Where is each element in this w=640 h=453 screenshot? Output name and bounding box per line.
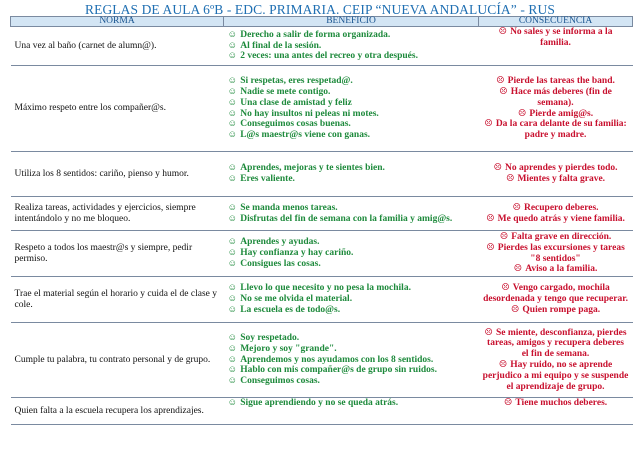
consecuencia-item: ☹ Falta grave en dirección. — [483, 232, 629, 243]
beneficio-item: ☺ No hay insultos ni peleas ni motes. — [228, 109, 475, 120]
beneficio-item: ☺ Conseguimos cosas buenas. — [228, 119, 475, 130]
beneficio-cell — [224, 323, 479, 398]
beneficio-item: ☺ Aprendes y ayudas. — [228, 237, 475, 248]
consecuencia-cell — [479, 323, 633, 398]
beneficio-item: ☺ Conseguimos cosas. — [228, 376, 475, 387]
table-row — [11, 277, 633, 323]
consecuencia-cell — [479, 277, 633, 323]
consecuencia-item: ☹ Vengo cargado, mochila desordenada y tengo que recuperar. — [483, 283, 629, 305]
beneficio-item: ☺ Derecho a salir de forma organizada. — [228, 30, 475, 41]
consecuencia-item: ☹ Pierde las tareas the band. — [483, 76, 629, 87]
beneficio-cell — [224, 66, 479, 152]
beneficio-item: ☺ Hablo con mis compañer@s de grupo sin ruidos. — [228, 365, 475, 376]
consecuencia-item: ☹ Me quedo atrás y viene familia. — [483, 214, 629, 225]
consecuencia-cell — [479, 152, 633, 197]
beneficio-cell — [224, 152, 479, 197]
page-title: REGLAS DE AULA 6ºB - EDC. PRIMARIA. CEIP “NUEVA ANDALUCÍA” - RUS — [85, 2, 555, 17]
norma-cell: Realiza tareas, actividades y ejercicios, siempre intentándolo y no me bloqueo. — [11, 197, 224, 231]
consecuencia-cell — [479, 197, 633, 231]
norma-cell: Máximo respeto entre los compañer@s. — [11, 66, 224, 152]
header-beneficio: BENEFICIO — [224, 17, 479, 27]
beneficio-cell — [224, 398, 479, 425]
beneficio-item: ☺ Si respetas, eres respetad@. — [228, 76, 475, 87]
beneficio-item: ☺ Se manda menos tareas. — [228, 203, 475, 214]
beneficio-item: ☺ L@s maestr@s viene con ganas. — [228, 130, 475, 141]
norma-cell: Cumple tu palabra, tu contrato personal y de grupo. — [11, 323, 224, 398]
beneficio-item: ☺ Nadie se mete contigo. — [228, 87, 475, 98]
consecuencia-item: ☹ Da la cara delante de su familia: padre y madre. — [483, 119, 629, 141]
consecuencia-item: ☹ Se miente, desconfianza, pierdes tareas, amigos y recupera deberes el fin de semana. — [483, 328, 629, 360]
consecuencia-cell — [479, 231, 633, 277]
beneficio-item: ☺ La escuela es de todo@s. — [228, 305, 475, 316]
consecuencia-cell — [479, 398, 633, 425]
consecuencia-item: ☹ Pierde amig@s. — [483, 109, 629, 120]
beneficio-item: ☺ Sigue aprendiendo y no se queda atrás. — [228, 398, 475, 409]
consecuencia-item: ☹ Hace más deberes (fin de semana). — [483, 87, 629, 109]
beneficio-cell — [224, 197, 479, 231]
consecuencia-item: ☹ Aviso a la familia. — [483, 264, 629, 275]
consecuencia-item: ☹ No sales y se informa a la familia. — [483, 27, 629, 49]
beneficio-item: ☺ Aprendes, mejoras y te sientes bien. — [228, 163, 475, 174]
beneficio-item: ☺ Al final de la sesión. — [228, 41, 475, 52]
consecuencia-item: ☹ Quien rompe paga. — [483, 305, 629, 316]
table-row — [11, 323, 633, 398]
consecuencia-cell — [479, 27, 633, 66]
consecuencia-item: ☹ No aprendes y pierdes todo. — [483, 163, 629, 174]
consecuencia-item: ☹ Hay ruido, no se aprende perjudico a mi equipo y se suspende el aprendizaje de grupo. — [483, 360, 629, 392]
beneficio-item: ☺ Disfrutas del fin de semana con la familia y amig@s. — [228, 214, 475, 225]
beneficio-item: ☺ Aprendemos y nos ayudamos con los 8 sentidos. — [228, 355, 475, 366]
table-row — [11, 197, 633, 231]
consecuencia-cell — [479, 66, 633, 152]
norma-cell: Utiliza los 8 sentidos: cariño, pienso y humor. — [11, 152, 224, 197]
table-row — [11, 152, 633, 197]
table-row — [11, 27, 633, 66]
beneficio-item: ☺ Eres valiente. — [228, 174, 475, 185]
consecuencia-item: ☹ Mientes y falta grave. — [483, 174, 629, 185]
consecuencia-item: ☹ Tiene muchos deberes. — [483, 398, 629, 409]
beneficio-item: ☺ Hay confianza y hay cariño. — [228, 248, 475, 259]
beneficio-cell — [224, 27, 479, 66]
beneficio-cell — [224, 277, 479, 323]
beneficio-item: ☺ Consigues las cosas. — [228, 259, 475, 270]
beneficio-item: ☺ Llevo lo que necesito y no pesa la mochila. — [228, 283, 475, 294]
rules-table — [10, 16, 633, 425]
header-consecuencia: CONSECUENCIA — [479, 17, 633, 27]
header-norma: NORMA — [11, 17, 224, 27]
norma-cell: Una vez al baño (carnet de alumn@). — [11, 27, 224, 66]
beneficio-item: ☺ Soy respetado. — [228, 333, 475, 344]
norma-cell: Quien falta a la escuela recupera los aprendizajes. — [11, 398, 224, 425]
beneficio-item: ☺ No se me olvida el material. — [228, 294, 475, 305]
beneficio-item: ☺ Una clase de amistad y feliz — [228, 98, 475, 109]
norma-cell: Respeto a todos los maestr@s y siempre, pedir permiso. — [11, 231, 224, 277]
beneficio-item: ☺ 2 veces: una antes del recreo y otra después. — [228, 51, 475, 62]
table-row — [11, 66, 633, 152]
table-row — [11, 398, 633, 425]
table-row — [11, 231, 633, 277]
beneficio-item: ☺ Mejoro y soy "grande". — [228, 344, 475, 355]
table-header-row — [11, 17, 633, 27]
consecuencia-item: ☹ Recupero deberes. — [483, 203, 629, 214]
norma-cell: Trae el material según el horario y cuida el de clase y cole. — [11, 277, 224, 323]
beneficio-cell — [224, 231, 479, 277]
consecuencia-item: ☹ Pierdes las excursiones y tareas "8 sentidos" — [483, 243, 629, 265]
